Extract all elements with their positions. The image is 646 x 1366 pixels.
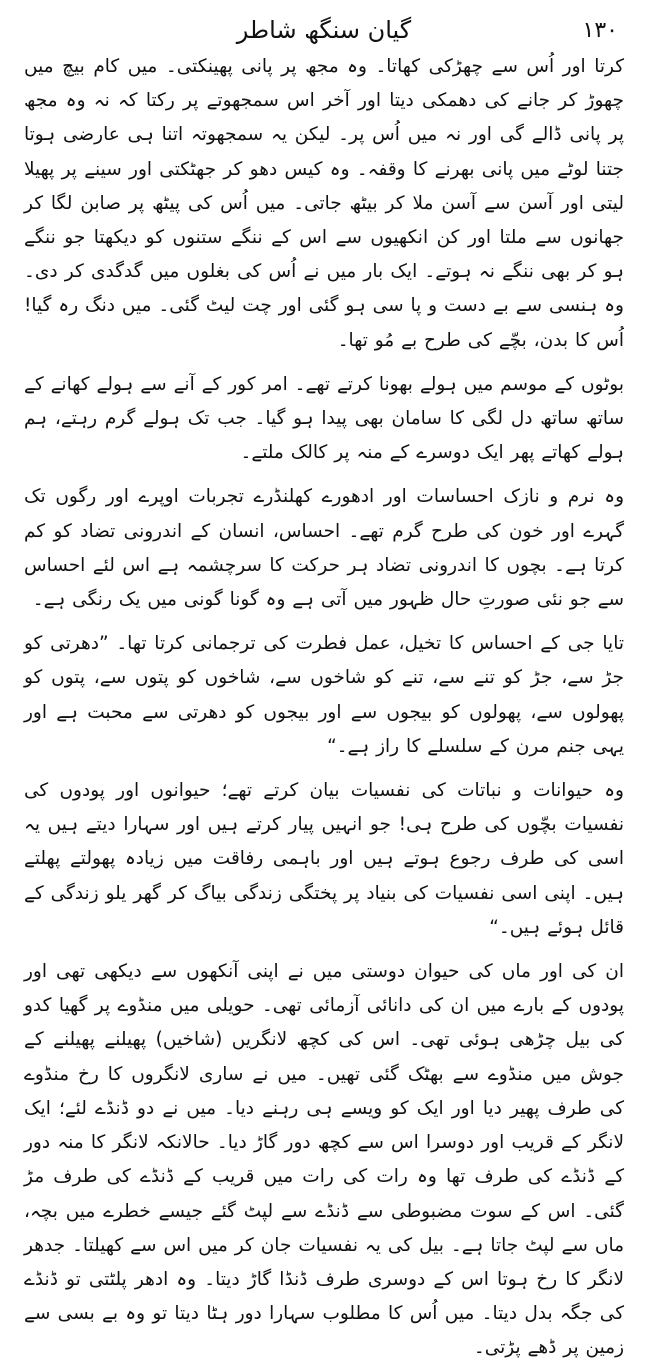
- page-number: ۱۳۰: [582, 18, 618, 43]
- paragraph: کرتا اور اُس سے چھڑکی کھاتا۔ وہ مجھ پر پانی پھینکتی۔ میں کام بیچ میں چھوڑ کر جانے کی دھمکی دیتا اور آخر اس سمجھوتے پر رکتا کہ نہ وہ مجھ پر پانی ڈالے گی اور نہ میں اُس پر۔ لیکن یہ سمجھوتہ اتنا ہی عارضی ہوتا جتنا لوٹے میں پانی بھرنے کا وقفہ۔ وہ کیس دھو کر جھٹکتی اور سینے پر پھیلا لیتی اور آسن سے آسن ملا کر بیٹھ جاتی۔ میں اُس کی پیٹھ پر صابن لگا کر جھانوں سے ملتا اور کن انکھیوں سے اس کے ننگے ستنوں کو دیکھتا جو ننگے ہو کر بھی ننگے نہ ہوتے۔ ایک بار میں نے اُس کی بغلوں میں گدگدی کر دی۔ وہ ہنسی سے بے دست و پا سی ہو گئی اور چت لیٹ گئی۔ میں دنگ رہ گیا! اُس کا بدن، بچّے کی طرح بے مُو تھا۔: [24, 56, 624, 351]
- paragraph: وہ حیوانات و نباتات کی نفسیات بیان کرتے تھے؛ حیوانوں اور پودوں کی نفسیات بچّوں کی طرح ہی! جو انہیں پیار کرتے ہیں اور سہارا دیتے ہیں یہ اسی کی طرف رجوع ہوتے ہیں اور باہمی رفاقت میں زیادہ پھولتے پھلتے ہیں۔ اپنی اسی نفسیات کی بنیاد پر پختگی زندگی بیاگ کر گھر یلو زندگی کے قائل ہوئے ہیں۔“: [24, 780, 624, 938]
- paragraph: ان کی اور ماں کی حیوان دوستی میں نے اپنی آنکھوں سے دیکھی تھی اور پودوں کے بارے میں ان کی دانائی آزمائی تھی۔ حویلی میں منڈوے پر گھیا کدو کی بیل چڑھی ہوئی تھی۔ اس کی کچھ لانگریں (شاخیں) پھیلنے پھیلنے کے جوش میں منڈوے سے بھٹک گئی تھیں۔ میں نے ساری لانگروں کا رخ منڈوے کی طرف پھیر دیا اور ایک کو ویسے ہی رہنے دیا۔ میں نے دو ڈنڈے لئے؛ ایک لانگر کے قریب اور دوسرا اس سے کچھ دور گاڑ دیا۔ حالانکہ لانگر کا منہ دور کے ڈنڈے کی طرف تھا وہ رات کی رات میں قریب کے ڈنڈے کی طرف مڑ گئی۔ اس کے سوت مضبوطی سے ڈنڈے سے لپٹ گئے جیسے خطرے میں بچہ، ماں سے لپٹ جاتا ہے۔ بیل کی یہ نفسیات جان کر میں اس سے کھیلتا۔ جدھر لانگر کا رخ ہوتا اس کے دوسری طرف ڈنڈا گاڑ دیتا۔ وہ ادھر پلٹتی تو ڈنڈے کی جگہ بدل دیتا۔ میں اُس کا مطلوب سہارا دور ہٹا دیتا تو وہ بے بسی سے زمین پر ڈھے پڑتی۔: [24, 961, 624, 1359]
- page-body-text: [24, 50, 624, 1366]
- paragraph: وہ نرم و نازک احساسات اور ادھورے کھلنڈرے تجربات اوپرے اور رگوں تک گہرے اور خون کی طرح گرم تھے۔ احساس، انسان کے اندرونی تضاد کو کم کرتا ہے۔ بچوں کا اندرونی تضاد ہر حرکت کا سرچشمہ ہے اس لئے احساس سے جو نئی صورتِ حال ظہور میں آتی ہے وہ گونا گونی میں یک رنگی ہے۔: [24, 486, 624, 611]
- running-title: گیان سنگھ شاطر: [236, 16, 412, 44]
- page-header: [24, 10, 624, 50]
- paragraph: بوٹوں کے موسم میں ہولے بھونا کرتے تھے۔ امر کور کے آنے سے ہولے کھانے کے ساتھ ساتھ دل لگی کا سامان بھی پیدا ہو گیا۔ جب تک ہولے گرم رہتے، ہم ہولے کھاتے پھر ایک دوسرے کے منہ پر کالک ملتے۔: [24, 373, 624, 464]
- paragraph: تایا جی کے احساس کا تخیل، عمل فطرت کی ترجمانی کرتا تھا۔ ”دھرتی کو جڑ سے، جڑ کو تنے سے، تنے کو شاخوں سے، شاخوں کو پتوں سے، پتوں کو پھولوں سے، پھولوں کو بیجوں سے اور بیجوں کو دھرتی سے محبت ہے اور یہی جنم مرن کے سلسلے کا راز ہے۔“: [24, 633, 624, 757]
